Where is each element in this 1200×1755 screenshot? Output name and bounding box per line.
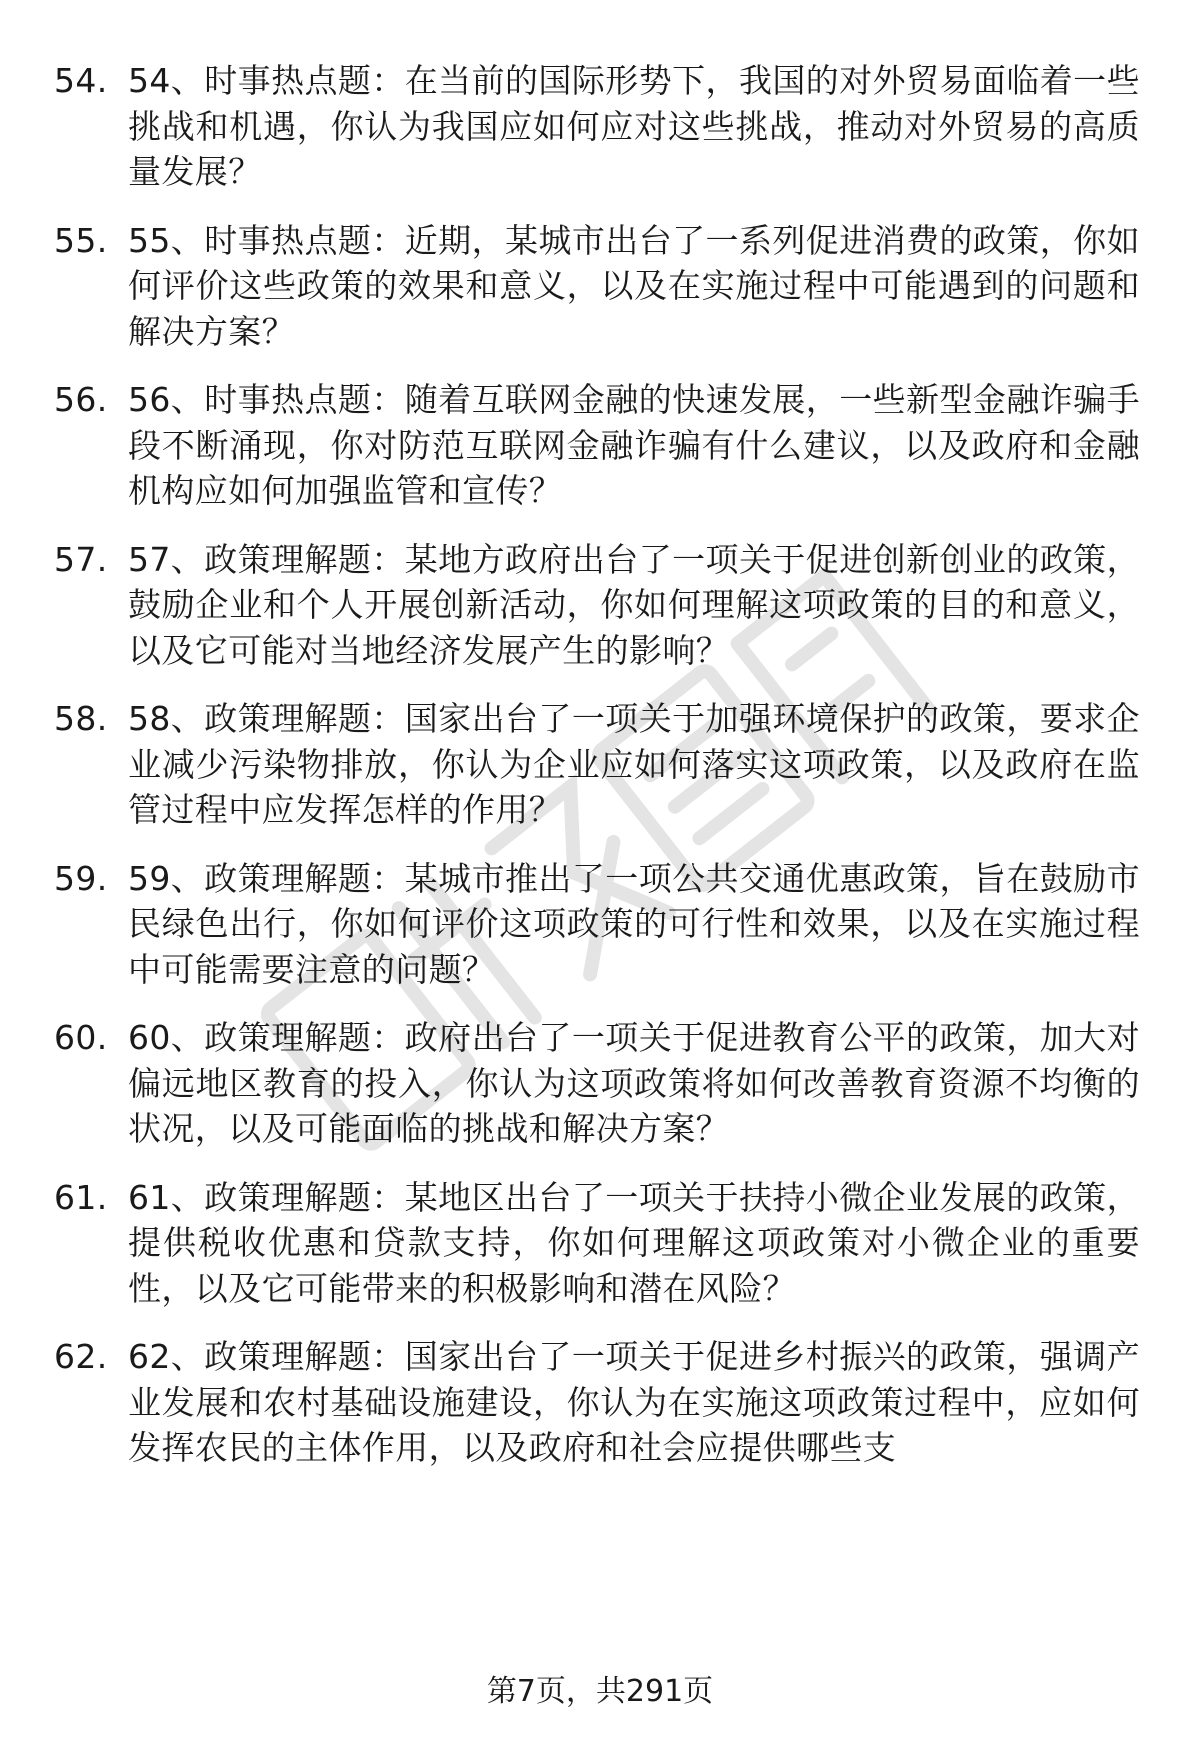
question-text: 57、政策理解题：某地方政府出台了一项关于促进创新创业的政策，鼓励企业和个人开展创新活动，你如何理解这项政策的目的和意义，以及它可能对当地经济发展产生的影响？: [128, 539, 1140, 670]
question-item-61: [0, 1175, 1200, 1312]
question-text: 56、时事热点题：随着互联网金融的快速发展，一些新型金融诈骗手段不断涌现，你对防范互联网金融诈骗有什么建议，以及政府和金融机构应如何加强监管和宣传？: [128, 380, 1140, 510]
question-number: 56.: [54, 380, 108, 419]
question-text: 58、政策理解题：国家出台了一项关于加强环境保护的政策，要求企业减少污染物排放，你认为企业应如何落实这项政策，以及政府在监管过程中应发挥怎样的作用？: [128, 699, 1140, 829]
question-item-55: [0, 218, 1200, 355]
question-number: 54.: [54, 61, 108, 100]
question-item-58: [0, 696, 1200, 833]
question-item-57: [0, 537, 1200, 674]
question-text: 61、政策理解题：某地区出台了一项关于扶持小微企业发展的政策，提供税收优惠和贷款支持，你如何理解这项政策对小微企业的重要性，以及它可能带来的积极影响和潜在风险？: [128, 1177, 1140, 1308]
question-number: 61.: [54, 1177, 108, 1217]
question-number: 57.: [54, 539, 108, 579]
question-number: 55.: [54, 220, 108, 260]
question-item-62: [0, 1334, 1200, 1471]
question-item-56: [0, 377, 1200, 514]
question-text: 59、政策理解题：某城市推出了一项公共交通优惠政策，旨在鼓励市民绿色出行，你如何评价这项政策的可行性和效果，以及在实施过程中可能需要注意的问题？: [128, 858, 1140, 989]
page-number: 第7页，共291页: [486, 1674, 714, 1709]
question-text: 62、政策理解题：国家出台了一项关于促进乡村振兴的政策，强调产业发展和农村基础设施建设，你认为在实施这项政策过程中，应如何发挥农民的主体作用，以及政府和社会应提供哪些支: [128, 1337, 1140, 1467]
question-text: 55、时事热点题：近期，某城市出台了一系列促进消费的政策，你如何评价这些政策的效果和意义，以及在实施过程中可能遇到的问题和解决方案？: [128, 220, 1140, 351]
question-number: 62.: [54, 1337, 108, 1376]
question-list: [0, 58, 1200, 1494]
question-number: 60.: [54, 1018, 108, 1057]
question-number: 58.: [54, 699, 108, 738]
question-text: 60、政策理解题：政府出台了一项关于促进教育公平的政策，加大对偏远地区教育的投入，你认为这项政策将如何改善教育资源不均衡的状况，以及可能面临的挑战和解决方案？: [128, 1018, 1140, 1148]
question-item-60: [0, 1015, 1200, 1152]
question-item-54: [0, 58, 1200, 195]
question-item-59: [0, 856, 1200, 993]
question-text: 54、时事热点题：在当前的国际形势下，我国的对外贸易面临着一些挑战和机遇，你认为我国应如何应对这些挑战，推动对外贸易的高质量发展？: [128, 61, 1140, 191]
question-number: 59.: [54, 858, 108, 898]
